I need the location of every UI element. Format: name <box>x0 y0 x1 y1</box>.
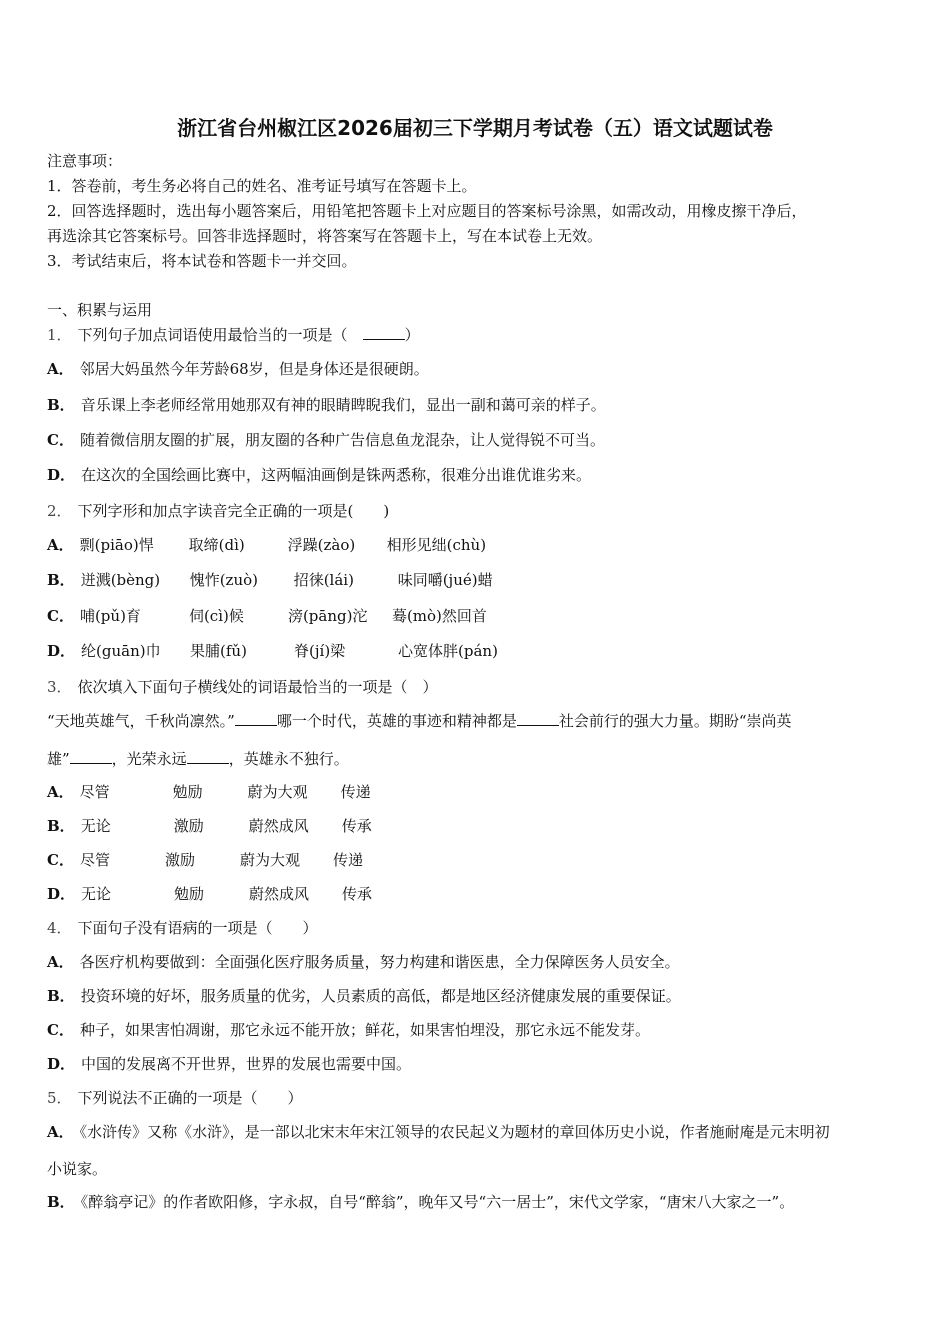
question-5-stem: 5． 下列说法不正确的一项是（ ） <box>47 1089 303 1107</box>
question-2-stem: 2． 下列字形和加点字读音完全正确的一项是( ) <box>47 502 390 520</box>
question-number: 1． <box>47 326 72 344</box>
answer-blank <box>235 711 277 726</box>
notice-item: 再选涂其它答案标号。回答非选择题时，将答案写在答题卡上，写在本试卷上无效。 <box>47 227 603 245</box>
q3-passage: 雄” ，光荣永远 ，英雄永不独行。 <box>47 750 349 768</box>
q1-option-d: D． 在这次的全国绘画比赛中，这两幅油画倒是铢两悉称，很难分出谁优谁劣来。 <box>47 466 592 484</box>
notice-item: 1．答卷前，考生务必将自己的姓名、准考证号填写在答题卡上。 <box>47 177 477 195</box>
q3-option-d: D． 无论 勉励 蔚然成风 传承 <box>47 885 373 903</box>
q2-option-b: B． 迸溅(bèng) 愧怍(zuò) 招徕(lái) 味同嚼(jué)蜡 <box>47 571 493 589</box>
answer-blank <box>517 711 559 726</box>
question-3-stem: 3． 依次填入下面句子横线处的词语最恰当的一项是（ ） <box>47 678 438 696</box>
q2-option-a: A． 剽(piāo)悍 取缔(dì) 浮躁(zào) 相形见绌(chù) <box>47 536 487 554</box>
q3-option-a: A． 尽管 勉励 蔚为大观 传递 <box>47 783 371 801</box>
q4-option-c: C． 种子，如果害怕凋谢，那它永远不能开放；鲜花，如果害怕埋没，那它永远不能发芽。 <box>47 1021 650 1039</box>
q1-option-c: C． 随着微信朋友圈的扩展，朋友圈的各种广告信息鱼龙混杂，让人觉得锐不可当。 <box>47 431 605 449</box>
answer-blank <box>70 749 112 764</box>
question-4-stem: 4． 下面句子没有语病的一项是（ ） <box>47 919 318 937</box>
answer-blank <box>363 325 405 340</box>
q3-passage: “天地英雄气，千秋尚凛然。” 哪一个时代，英雄的事迹和精神都是 社会前行的强大力量。期盼“崇尚英 <box>47 712 792 730</box>
q3-option-c: C． 尽管 激励 蔚为大观 传递 <box>47 851 363 869</box>
page-title: 浙江省台州椒江区2026届初三下学期月考试卷（五）语文试题试卷 <box>177 116 773 140</box>
q4-option-b: B． 投资环境的好坏，服务质量的优劣，人员素质的高低，都是地区经济健康发展的重要保证。 <box>47 987 681 1005</box>
section-heading: 一、积累与运用 <box>47 301 153 319</box>
q1-option-b: B． 音乐课上李老师经常用她那双有神的眼睛睥睨我们，显出一副和蔼可亲的样子。 <box>47 396 606 414</box>
notice-heading: 注意事项： <box>47 152 123 170</box>
notice-item: 2．回答选择题时，选出每小题答案后，用铅笔把答题卡上对应题目的答案标号涂黑，如需改动，用橡皮擦干净后， <box>47 202 807 220</box>
q1-option-a: A． 邻居大妈虽然今年芳龄68岁，但是身体还是很硬朗。 <box>47 360 429 378</box>
q5-option-a: A． 《水浒传》又称《水浒》，是一部以北宋末年宋江领导的农民起义为题材的章回体历史小说，作者施耐庵是元末明初 <box>47 1123 830 1141</box>
q4-option-a: A． 各医疗机构要做到：全面强化医疗服务质量，努力构建和谐医患，全力保障医务人员安全。 <box>47 953 680 971</box>
q5-option-b: B． 《醉翁亭记》的作者欧阳修，字永叔，自号“醉翁”，晚年又号“六一居士”，宋代文学家，“唐宋八大家之一”。 <box>47 1193 795 1211</box>
answer-blank <box>187 749 229 764</box>
q5-option-a-continued: 小说家。 <box>47 1160 108 1178</box>
q3-option-b: B． 无论 激励 蔚然成风 传承 <box>47 817 372 835</box>
q2-option-c: C． 哺(pǔ)育 伺(cì)候 滂(pāng)沱 蓦(mò)然回首 <box>47 607 487 625</box>
q4-option-d: D． 中国的发展离不开世界，世界的发展也需要中国。 <box>47 1055 412 1073</box>
question-1-stem: 1． 下列句子加点词语使用最恰当的一项是（ ） <box>47 326 420 344</box>
q2-option-d: D． 纶(guān)巾 果脯(fǔ) 脊(jí)梁 心宽体胖(pán) <box>47 642 498 660</box>
notice-item: 3．考试结束后，将本试卷和答题卡一并交回。 <box>47 252 357 270</box>
